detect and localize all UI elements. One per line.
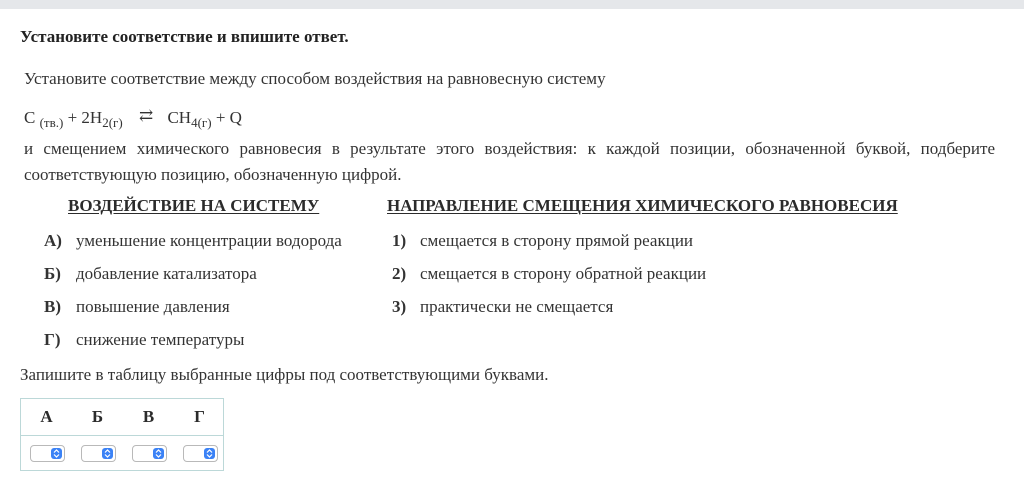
item-text: практически не смещается (420, 297, 614, 316)
left-item-a (44, 231, 342, 251)
answer-header-v: В (142, 407, 155, 426)
item-key: В) (44, 297, 61, 316)
formula-heat: + Q (215, 108, 242, 127)
item-text: снижение температуры (76, 330, 245, 349)
task-body: и смещением химического равновесия в результате этого воздействия: к каждой позиции, обозначенной буквой, подберите соответствующую позицию, обозначенную цифрой. (24, 139, 995, 184)
item-key: Б) (44, 264, 61, 283)
top-bar (0, 0, 1024, 9)
right-item-3 (392, 297, 613, 317)
item-text: смещается в сторону прямой реакции (420, 231, 694, 250)
select-arrows-icon (51, 448, 62, 459)
item-key: А) (44, 231, 62, 250)
formula-hydrogen: + 2H (67, 108, 103, 127)
left-item-v (44, 297, 230, 317)
reaction-equation (24, 108, 242, 131)
formula-carbon: C (24, 108, 36, 127)
item-text: смещается в сторону обратной реакции (420, 264, 707, 283)
left-item-b (44, 264, 257, 284)
formula-hydrogen-state: 2(г) (102, 115, 123, 130)
item-text: уменьшение концентрации водорода (76, 231, 342, 250)
select-arrows-icon (204, 448, 215, 459)
left-item-g (44, 330, 244, 350)
formula-methane: CH (167, 108, 192, 127)
answer-header-b: Б (91, 407, 104, 426)
item-key: Г) (44, 330, 61, 349)
item-key: 3) (392, 297, 407, 316)
answer-select-b[interactable] (81, 445, 116, 462)
item-text: повышение давления (76, 297, 230, 316)
answer-header-g: Г (194, 407, 205, 426)
answer-table-header-row (21, 399, 223, 436)
select-arrows-icon (153, 448, 164, 459)
task-intro: Установите соответствие между способом воздействия на равновесную систему (24, 69, 606, 88)
answer-header-a: А (40, 407, 53, 426)
answer-select-a[interactable] (30, 445, 65, 462)
right-item-1 (392, 231, 693, 251)
answer-select-g[interactable] (183, 445, 218, 462)
item-key: 2) (392, 264, 407, 283)
answer-prompt: Запишите в таблицу выбранные цифры под соответствующими буквами. (20, 365, 549, 384)
right-column-header: НАПРАВЛЕНИЕ СМЕЩЕНИЯ ХИМИЧЕСКОГО РАВНОВЕСИЯ (387, 196, 898, 215)
equilibrium-arrow-icon: ⇄ (138, 106, 154, 125)
formula-carbon-state: (тв.) (39, 115, 64, 130)
right-item-2 (392, 264, 706, 284)
answer-select-v[interactable] (132, 445, 167, 462)
task-heading: Установите соответствие и впишите ответ. (20, 27, 349, 46)
left-column-header: ВОЗДЕЙСТВИЕ НА СИСТЕМУ (68, 196, 320, 215)
item-text: добавление катализатора (76, 264, 257, 283)
item-key: 1) (392, 231, 407, 250)
formula-methane-state: 4(г) (191, 115, 212, 130)
select-arrows-icon (102, 448, 113, 459)
